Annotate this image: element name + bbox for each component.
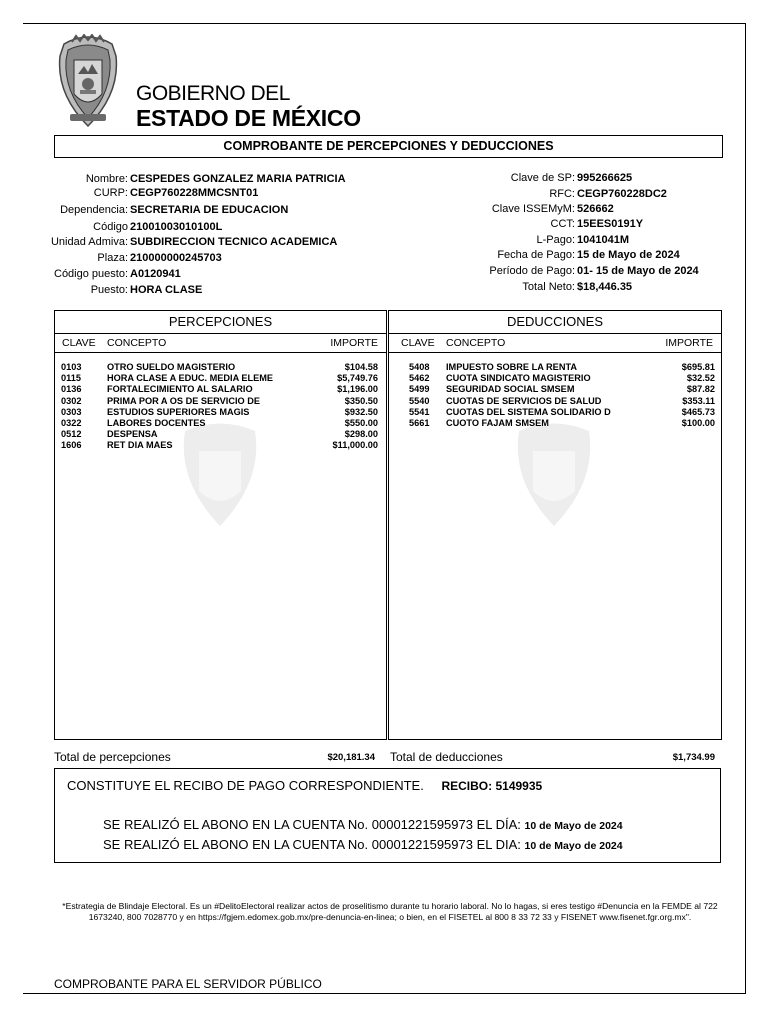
deposit-line-2 <box>103 837 623 852</box>
field-curp: CURP: CEGP760228MMCSNT01 <box>93 187 259 199</box>
total-deducciones-amount: $1,734.99 <box>672 752 715 763</box>
total-deducciones-label: Total de deducciones <box>390 750 503 764</box>
percepciones-title: PERCEPCIONES <box>55 311 386 334</box>
field-l-pago: L-Pago: 1041041M <box>536 234 629 246</box>
total-deducciones <box>390 750 715 764</box>
recibo-text: CONSTITUYE EL RECIBO DE PAGO CORRESPONDIENTE. <box>67 778 424 793</box>
deposit-date-1: 10 de Mayo de 2024 <box>524 820 623 832</box>
page-bottom-border <box>23 993 745 994</box>
deducciones-rows <box>389 353 721 429</box>
field-rfc: RFC: CEGP760228DC2 <box>549 188 667 200</box>
recibo-line <box>67 778 542 793</box>
field-codigo: Código 21001003010100L <box>93 221 223 233</box>
table-row: 1606 RET DIA MAES $11,000.00 <box>61 440 378 451</box>
government-name-line2: ESTADO DE MÉXICO <box>136 105 361 131</box>
field-codigo-puesto: Código puesto: A0120941 <box>54 268 181 280</box>
percepciones-table <box>54 310 387 740</box>
total-percepciones <box>54 750 385 764</box>
table-row: 5499 SEGURIDAD SOCIAL SMSEM $87.82 <box>409 384 715 395</box>
col-clave-header: CLAVE <box>62 337 96 349</box>
table-row: 5408 IMPUESTO SOBRE LA RENTA $695.81 <box>409 362 715 372</box>
deducciones-column-headers <box>389 334 721 353</box>
watermark-crest-icon <box>175 421 265 531</box>
col-importe-header: IMPORTE <box>330 337 378 349</box>
table-row: 0303 ESTUDIOS SUPERIORES MAGIS $932.50 <box>61 406 378 417</box>
deposit-date-2: 10 de Mayo de 2024 <box>524 840 623 852</box>
government-name-line1: GOBIERNO DEL <box>136 82 290 105</box>
field-clave-sp: Clave de SP: 995266625 <box>510 172 633 184</box>
col-concepto-header: CONCEPTO <box>107 337 167 349</box>
field-plaza: Plaza: 210000000245703 <box>97 252 222 264</box>
table-row: 0136 FORTALECIMIENTO AL SALARIO $1,196.00 <box>61 384 378 395</box>
deposit-text-1: SE REALIZÓ EL ABONO EN LA CUENTA No. 00001221595973 EL DÍA: <box>103 817 521 832</box>
watermark-crest-icon <box>509 421 599 531</box>
table-row: 0322 LABORES DOCENTES $550.00 <box>61 417 378 428</box>
payment-confirmation-box <box>54 768 721 863</box>
table-row: 5541 CUOTAS DEL SISTEMA SOLIDARIO D $465.73 <box>409 406 715 417</box>
field-total-neto: Total Neto: $18,446.35 <box>522 281 633 293</box>
field-periodo-pago: Período de Pago: 01- 15 de Mayo de 2024 <box>489 265 699 277</box>
table-row: 0103 OTRO SUELDO MAGISTERIO $104.58 <box>61 362 378 372</box>
col-clave-header: CLAVE <box>401 337 435 349</box>
field-nombre: Nombre: CESPEDES GONZALEZ MARIA PATRICIA <box>85 173 346 185</box>
col-importe-header: IMPORTE <box>665 337 713 349</box>
coat-of-arms-logo <box>52 34 124 130</box>
document-title: COMPROBANTE DE PERCEPCIONES Y DEDUCCIONES <box>54 135 723 158</box>
total-percepciones-label: Total de percepciones <box>54 750 171 764</box>
field-clave-issemym: Clave ISSEMyM: 526662 <box>491 203 614 215</box>
table-row: 5540 CUOTAS DE SERVICIOS DE SALUD $353.11 <box>409 395 715 406</box>
field-fecha-pago: Fecha de Pago: 15 de Mayo de 2024 <box>497 249 680 261</box>
field-dependencia: Dependencia: SECRETARIA DE EDUCACION <box>60 204 289 216</box>
table-row: 5661 CUOTO FAJAM SMSEM $100.00 <box>409 417 715 428</box>
table-row: 0302 PRIMA POR A OS DE SERVICIO DE $350.50 <box>61 395 378 406</box>
table-row: 0512 DESPENSA $298.00 <box>61 429 378 440</box>
deposit-line-1 <box>103 817 623 832</box>
table-row: 0115 HORA CLASE A EDUC. MEDIA ELEME $5,749.76 <box>61 373 378 384</box>
col-concepto-header: CONCEPTO <box>446 337 506 349</box>
deposit-text-2: SE REALIZÓ EL ABONO EN LA CUENTA No. 00001221595973 EL DIA: <box>103 837 521 852</box>
field-puesto: Puesto: HORA CLASE <box>90 284 203 296</box>
footer-label: COMPROBANTE PARA EL SERVIDOR PÚBLICO <box>54 977 322 991</box>
percepciones-column-headers <box>55 334 386 353</box>
total-percepciones-amount: $20,181.34 <box>327 752 375 763</box>
field-unidad-admiva: Unidad Admiva: SUBDIRECCION TECNICO ACADEMICA <box>50 236 338 248</box>
deducciones-title: DEDUCCIONES <box>389 311 721 334</box>
deducciones-table <box>388 310 722 740</box>
table-row: 5462 CUOTA SINDICATO MAGISTERIO $32.52 <box>409 373 715 384</box>
field-cct: CCT: 15EES0191Y <box>550 218 644 230</box>
recibo-number: RECIBO: 5149935 <box>441 779 543 793</box>
electoral-notice: *Estrategia de Blindaje Electoral. Es un #DelitoElectoral realizar actos de proselitismo durante tu horario laboral. No lo hagas, si eres testigo #Denuncia en la FEMDE al 722 1673240, 800 7028770 y en https://fgjem.edomex.gob.mx/pre-denuncia-en-linea; o bien, en el FISETEL al 800 8 33 72 33 y FISENET www.fisenet.fgr.org.mx". <box>62 901 718 922</box>
